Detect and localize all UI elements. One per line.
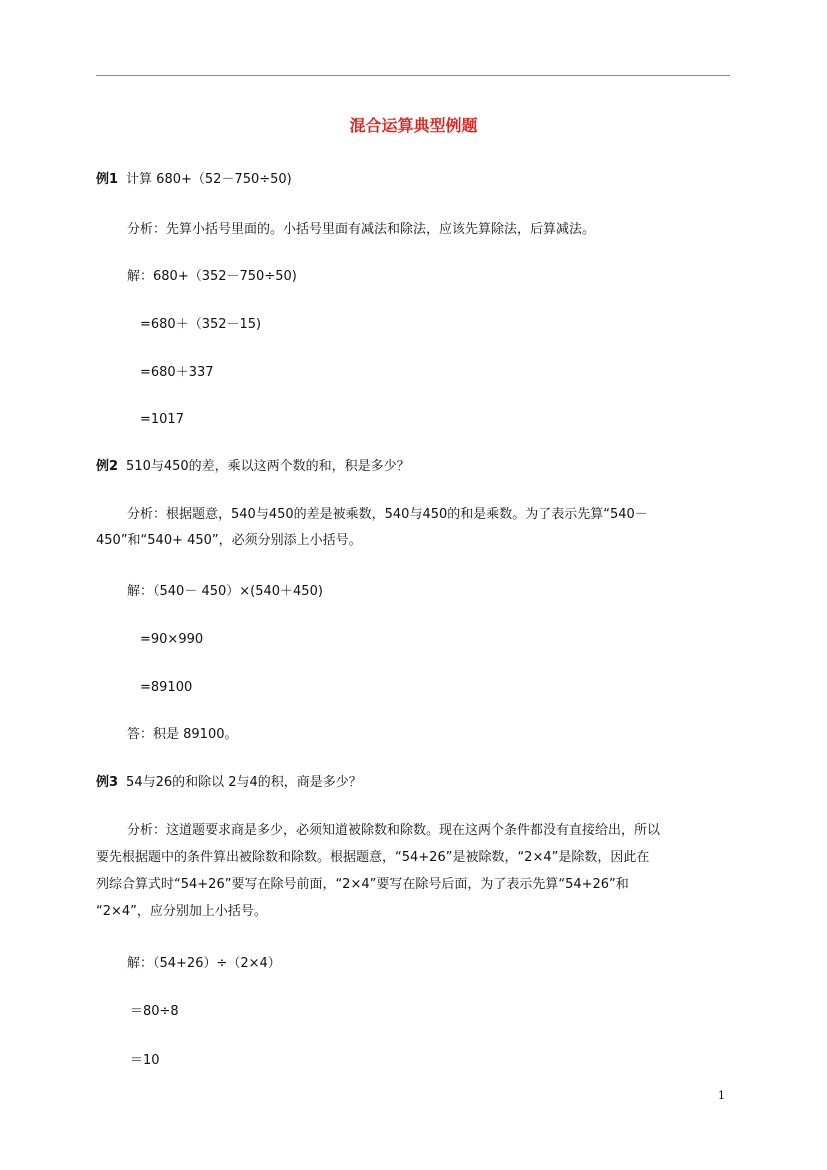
example-2-solution-line-3: =89100	[140, 680, 193, 695]
page-title: 混合运算典型例题	[349, 116, 478, 135]
header-rule	[96, 75, 730, 76]
example-label: 例2	[96, 459, 119, 474]
example-2-heading	[96, 459, 410, 475]
example-label: 例3	[96, 775, 119, 790]
example-label: 例1	[96, 172, 119, 187]
example-3-solution-line-3: ＝10	[130, 1053, 160, 1068]
page-number: 1	[718, 1089, 725, 1102]
example-2-analysis-line-1: 分析：根据题意，540与450的差是被乘数，540与450的和是乘数。为了表示先算“540－	[127, 507, 648, 522]
example-2-solution-line-1: 解：（540－ 450）×(540＋450)	[127, 584, 323, 599]
example-2-solution-line-2: =90×990	[140, 632, 204, 647]
example-3-analysis-line-4: “2×4”，应分别加上小括号。	[96, 904, 267, 919]
example-question: 510与450的差，乘以这两个数的和，积是多少？	[126, 459, 410, 474]
example-question: 54与26的和除以 2与4的积，商是多少？	[126, 775, 362, 790]
example-1-solution-line-2: =680＋（352－15)	[140, 317, 262, 332]
example-1-analysis: 分析：先算小括号里面的。小括号里面有减法和除法，应该先算除法，后算减法。	[127, 222, 596, 237]
example-1-heading	[96, 172, 292, 188]
example-3-analysis-line-2: 要先根据题中的条件算出被除数和除数。根据题意，“54+26”是被除数，“2×4”是除数，因此在	[96, 850, 650, 865]
example-2-analysis-line-2: 450”和“540+ 450”，必须分别添上小括号。	[96, 533, 362, 548]
example-3-heading	[96, 775, 362, 791]
example-1-solution-line-4: =1017	[140, 412, 184, 427]
example-question: 计算 680+（52－750÷50)	[126, 172, 292, 187]
example-3-solution-line-2: ＝80÷8	[130, 1004, 179, 1019]
example-3-solution-line-1: 解：（54+26）÷（2×4）	[127, 956, 281, 971]
example-3-analysis-line-3: 列综合算式时“54+26”要写在除号前面，“2×4”要写在除号后面，为了表示先算“54+26”和	[96, 877, 629, 892]
example-1-solution-line-1: 解：680+（352－750÷50)	[127, 269, 297, 284]
example-1-solution-line-3: =680＋337	[140, 365, 214, 380]
example-2-answer: 答：积是 89100。	[127, 727, 238, 742]
example-3-analysis-line-1: 分析：这道题要求商是多少，必须知道被除数和除数。现在这两个条件都没有直接给出，所以	[127, 823, 661, 838]
